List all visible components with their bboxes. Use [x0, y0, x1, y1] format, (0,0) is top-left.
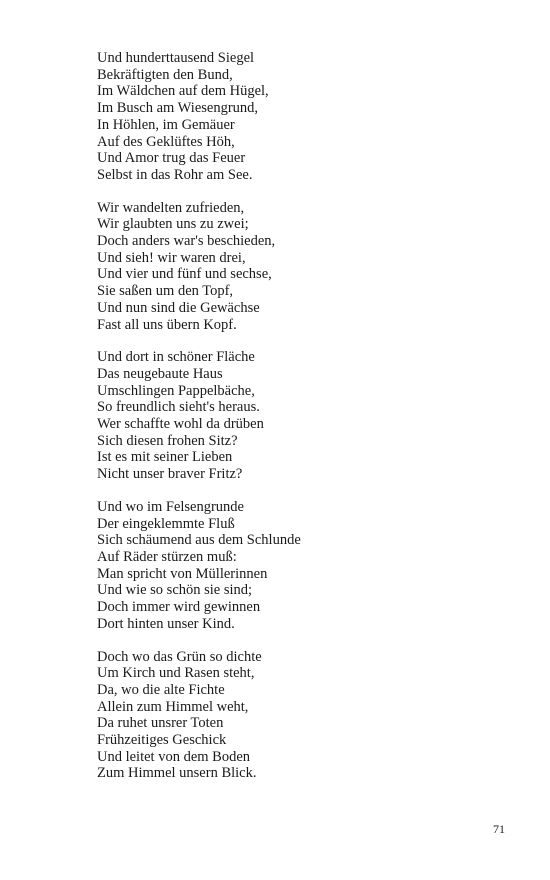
- poem-line: Selbst in das Rohr am See.: [97, 166, 253, 183]
- poem-line: Im Busch am Wiesengrund,: [97, 100, 259, 117]
- poem-line: Bekräftigten den Bund,: [97, 66, 233, 83]
- poem-line: Und wie so schön sie sind;: [97, 582, 253, 599]
- poem-line: Umschlingen Pappelbäche,: [97, 382, 255, 399]
- poem-line: Und leitet von dem Boden: [97, 748, 251, 765]
- poem-line: Der eingeklemmte Fluß: [97, 515, 235, 532]
- poem-line: Und sieh! wir waren drei,: [97, 249, 246, 266]
- poem-line: Das neugebaute Haus: [97, 365, 223, 382]
- poem-body: [97, 50, 497, 798]
- poem-line: Frühzeitiges Geschick: [97, 732, 227, 749]
- poem-line: Und Amor trug das Feuer: [97, 150, 246, 167]
- poem-line: Sich diesen frohen Sitz?: [97, 432, 238, 449]
- poem-line: Und dort in schöner Fläche: [97, 349, 255, 366]
- poem-line: So freundlich sieht's heraus.: [97, 399, 260, 416]
- poem-line: Sich schäumend aus dem Schlunde: [97, 532, 301, 549]
- poem-line: Sie saßen um den Topf,: [97, 283, 234, 300]
- stanza-4: [97, 499, 497, 633]
- poem-line: Doch wo das Grün so dichte: [97, 648, 262, 665]
- poem-line: Zum Himmel unsern Blick.: [97, 765, 257, 782]
- poem-line: Wir wandelten zufrieden,: [97, 199, 245, 216]
- poem-line: Doch immer wird gewinnen: [97, 599, 261, 616]
- poem-line: Und vier und fünf und sechse,: [97, 266, 272, 283]
- poem-line: Auf des Geklüftes Höh,: [97, 133, 235, 150]
- poem-line: Man spricht von Müllerinnen: [97, 565, 268, 582]
- poem-line: Im Wäldchen auf dem Hügel,: [97, 83, 269, 100]
- poem-line: Und wo im Felsengrunde: [97, 498, 244, 515]
- poem-line: Und nun sind die Gewächse: [97, 299, 260, 316]
- poem-line: Und hunderttausend Siegel: [97, 50, 255, 66]
- poem-line: Fast all uns übern Kopf.: [97, 316, 237, 333]
- stanza-1: [97, 50, 497, 184]
- poem-line: Wir glaubten uns zu zwei;: [97, 216, 249, 233]
- poem-line: In Höhlen, im Gemäuer: [97, 116, 235, 133]
- poem-line: Allein zum Himmel weht,: [97, 698, 249, 715]
- poem-line: Dort hinten unser Kind.: [97, 615, 235, 632]
- stanza-2: [97, 200, 497, 334]
- stanza-5: [97, 649, 497, 783]
- poem-line: Nicht unser braver Fritz?: [97, 466, 243, 483]
- poem-line: Wer schaffte wohl da drüben: [97, 416, 264, 433]
- poem-line: Doch anders war's beschieden,: [97, 233, 276, 250]
- poem-line: Da, wo die alte Fichte: [97, 681, 225, 698]
- page-number: 71: [493, 822, 505, 836]
- poem-line: Ist es mit seiner Lieben: [97, 449, 233, 466]
- poem-line: Auf Räder stürzen muß:: [97, 548, 237, 565]
- poem-line: Um Kirch und Rasen steht,: [97, 665, 255, 682]
- poem-line: Da ruhet unsrer Toten: [97, 715, 224, 732]
- stanza-3: [97, 349, 497, 483]
